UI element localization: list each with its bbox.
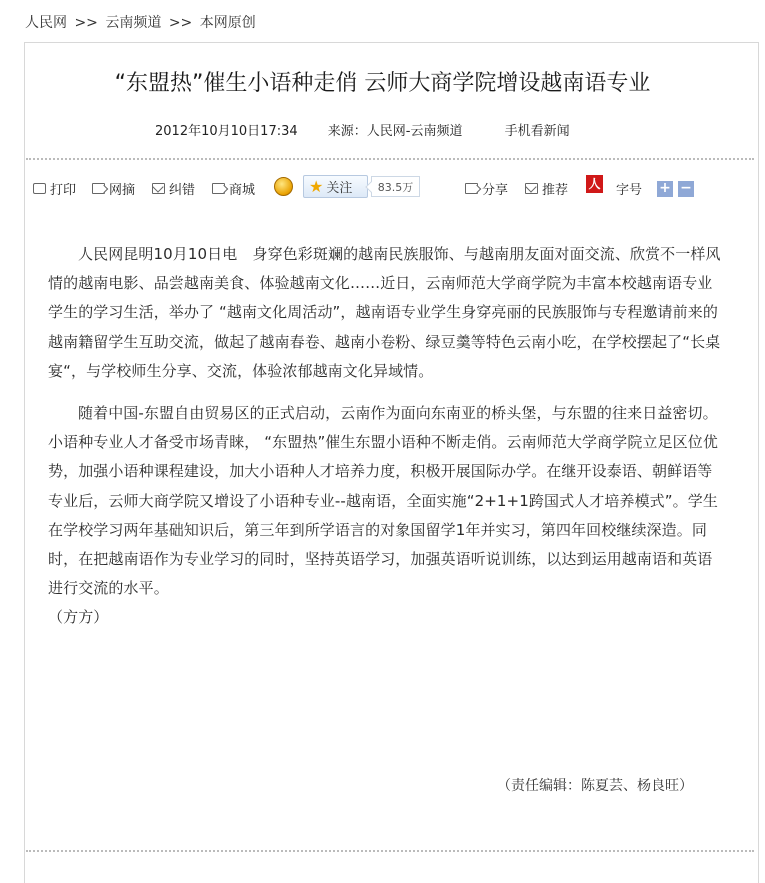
article-meta bbox=[155, 120, 570, 139]
report-error-label: 纠错 bbox=[169, 183, 196, 198]
share-arrow-icon bbox=[465, 183, 478, 194]
divider-bottom bbox=[26, 850, 754, 852]
article-body bbox=[48, 240, 724, 633]
star-icon: ★ bbox=[309, 176, 324, 196]
print-button[interactable] bbox=[33, 179, 76, 198]
recommend-button[interactable] bbox=[525, 179, 568, 198]
recommend-label: 推荐 bbox=[542, 183, 569, 198]
body-paragraph: 随着中国-东盟自由贸易区的正式启动，云南作为面向东南亚的桥头堡，与东盟的往来日益密切。小语种专业人才备受市场青睐， “东盟热”催生东盟小语种不断走俏。云南师范大学商学院立足区位优势，加强小语种课程建设，加大小语种人才培养力度，积极开展国际办学。在继开设泰语、朝鲜语等专业后，云师大商学院又增设了小语种专业--越南语，全面实施“2+1+1跨国式人才培养模式”。学生在学校学习两年基础知识后，第三年到所学语言的对象国留学1年并实习，第四年回校继续深造。同时，在把越南语作为专业学习的同时，坚持英语学习，加强英语听说训练，以达到运用越南语和英语进行交流的水平。 bbox=[48, 404, 718, 598]
breadcrumb-separator: >> bbox=[74, 15, 98, 31]
article-toolbar bbox=[33, 175, 733, 201]
mall-label: 商城 bbox=[229, 183, 256, 198]
publish-date: 2012年10月10日17:34 bbox=[155, 124, 298, 139]
breadcrumb-people-daily[interactable]: 人民网 bbox=[25, 15, 67, 31]
breadcrumb-separator: >> bbox=[168, 15, 193, 31]
article-source[interactable]: 来源：人民网-云南频道 bbox=[327, 124, 463, 139]
mobile-news-link[interactable]: 手机看新闻 bbox=[504, 124, 570, 139]
envelope-icon bbox=[152, 183, 165, 194]
author-tag: （方方） bbox=[48, 608, 109, 627]
follow-label: 关注 bbox=[326, 181, 353, 196]
pdf-icon[interactable]: 人 bbox=[586, 175, 603, 193]
web-clip-button[interactable] bbox=[92, 179, 135, 198]
breadcrumb-original[interactable]: 本网原创 bbox=[199, 15, 256, 31]
share-button[interactable] bbox=[465, 179, 508, 198]
breadcrumb bbox=[25, 12, 256, 32]
follow-button[interactable] bbox=[303, 175, 368, 198]
share-label: 分享 bbox=[482, 183, 509, 198]
follower-count: 83.5万 bbox=[371, 176, 420, 197]
divider-top bbox=[26, 158, 754, 160]
body-paragraph: 人民网昆明10月10日电 身穿色彩斑斓的越南民族服饰、与越南朋友面对面交流、欣赏不一样风情的越南电影、品尝越南美食、体验越南文化……近日，云南师范大学商学院为丰富本校越南语专业学生的学习生活，举办了 “越南文化周活动”，越南语专业学生身穿亮丽的民族服饰与专程邀请前来的越南籍留学生互助交流，做起了越南春卷、越南小卷粉、绿豆羹等特色云南小吃，在学校摆起了“长桌宴“，与学校师生分享、交流，体验浓郁越南文化异域情。 bbox=[48, 245, 721, 380]
mall-button[interactable] bbox=[212, 179, 255, 198]
print-label: 打印 bbox=[50, 183, 77, 198]
font-size-label: 字号 bbox=[616, 183, 643, 198]
article-title: “东盟热”催生小语种走俏 云师大商学院增设越南语专业 bbox=[114, 71, 651, 96]
envelope-icon bbox=[525, 183, 538, 194]
report-error-button[interactable] bbox=[152, 179, 195, 198]
zoom-in-button[interactable]: + bbox=[657, 181, 673, 197]
zoom-out-button[interactable]: − bbox=[678, 181, 694, 197]
medal-icon[interactable] bbox=[274, 177, 293, 196]
web-clip-label: 网摘 bbox=[109, 183, 136, 198]
share-arrow-icon bbox=[212, 183, 225, 194]
share-arrow-icon bbox=[92, 183, 105, 194]
printer-icon bbox=[33, 183, 46, 194]
breadcrumb-yunnan-channel[interactable]: 云南频道 bbox=[105, 15, 162, 31]
responsible-editor: （责任编辑：陈夏芸、杨良旺） bbox=[497, 778, 693, 794]
